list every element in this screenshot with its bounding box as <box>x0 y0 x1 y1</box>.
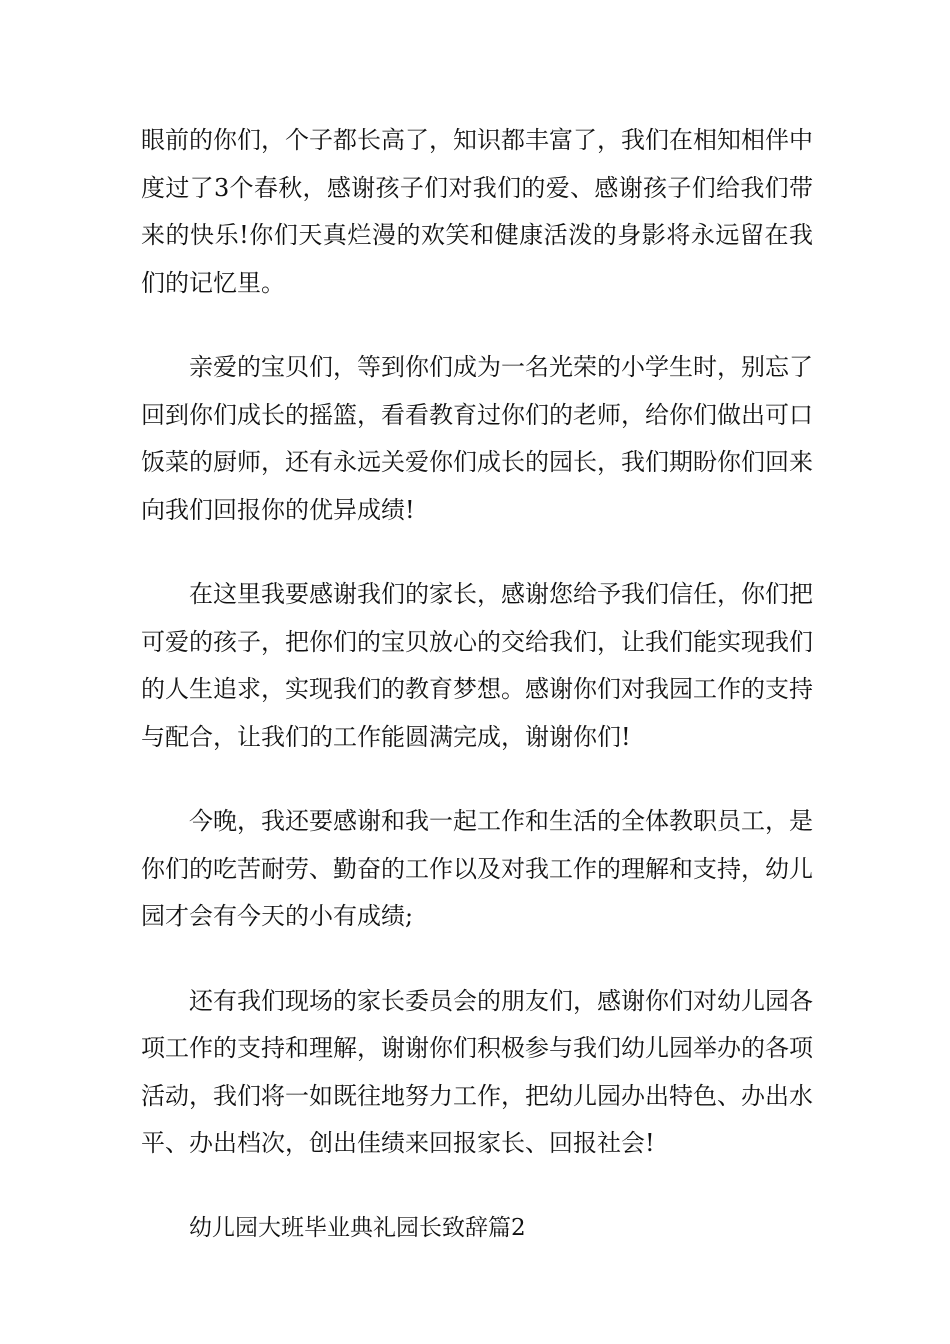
document-body <box>141 117 813 1252</box>
paragraph-2: 亲爱的宝贝们，等到你们成为一名光荣的小学生时，别忘了回到你们成长的摇篮，看看教育过你们的老师，给你们做出可口饭菜的厨师，还有永远关爱你们成长的园长，我们期盼你们回来向我们回报你的优异成绩! <box>141 353 813 524</box>
section-heading: 幼儿园大班毕业典礼园长致辞篇2 <box>189 1214 526 1241</box>
paragraph-3: 在这里我要感谢我们的家长，感谢您给予我们信任，你们把可爱的孩子，把你们的宝贝放心的交给我们，让我们能实现我们的人生追求，实现我们的教育梦想。感谢你们对我园工作的支持与配合，让我们的工作能圆满完成，谢谢你们! <box>141 580 813 751</box>
paragraph-4: 今晚，我还要感谢和我一起工作和生活的全体教职员工，是你们的吃苦耐劳、勤奋的工作以及对我工作的理解和支持，幼儿园才会有今天的小有成绩; <box>141 807 813 930</box>
paragraph-1: 眼前的你们，个子都长高了，知识都丰富了，我们在相知相伴中度过了3个春秋，感谢孩子们对我们的爱、感谢孩子们给我们带来的快乐!你们天真烂漫的欢笑和健康活泼的身影将永远留在我们的记忆里。 <box>141 126 813 297</box>
paragraph-5: 还有我们现场的家长委员会的朋友们，感谢你们对幼儿园各项工作的支持和理解，谢谢你们积极参与我们幼儿园举办的各项活动，我们将一如既往地努力工作，把幼儿园办出特色、办出水平、办出档次，创出佳绩来回报家长、回报社会! <box>141 986 813 1157</box>
